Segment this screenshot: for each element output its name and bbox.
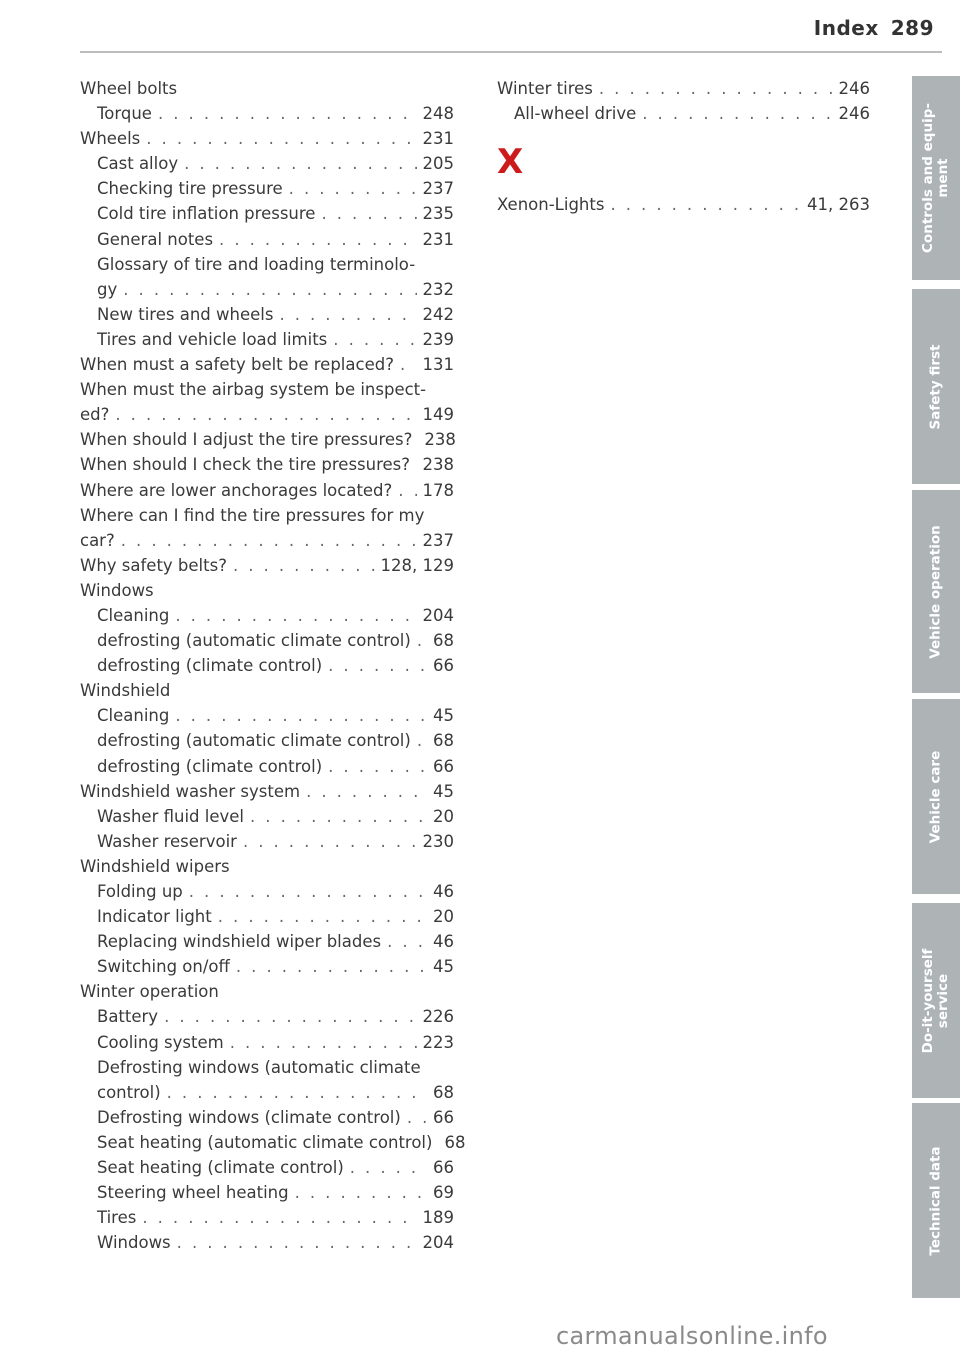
dot-leader bbox=[333, 327, 416, 352]
entry-text: Seat heating (automatic climate control) bbox=[97, 1132, 433, 1152]
page-ref: 66 bbox=[433, 1158, 454, 1178]
page-ref: 238 bbox=[424, 430, 456, 450]
page-ref: 45 bbox=[433, 957, 454, 977]
page-ref: 20 bbox=[433, 806, 454, 826]
entry-text: Windshield wipers bbox=[80, 856, 230, 876]
entry-text: When should I adjust the tire pressures? bbox=[80, 430, 413, 450]
chapter-tab[interactable] bbox=[912, 490, 960, 693]
dot-leader bbox=[230, 1030, 417, 1055]
index-entry bbox=[80, 427, 454, 452]
dot-leader bbox=[417, 628, 427, 653]
dot-leader bbox=[175, 603, 416, 628]
entry-text: Cast alloy bbox=[97, 154, 179, 174]
page-ref: 20 bbox=[433, 907, 454, 927]
index-subentry bbox=[80, 879, 454, 904]
dot-leader bbox=[243, 829, 417, 854]
index-letter-heading: X bbox=[497, 142, 524, 183]
dot-leader bbox=[250, 804, 427, 829]
entry-text: General notes bbox=[97, 229, 214, 249]
chapter-tab-label: Vehicle operation bbox=[927, 524, 944, 659]
entry-text: Winter operation bbox=[80, 982, 219, 1002]
chapter-tab-label: Controls and equip- ment bbox=[920, 103, 951, 253]
dot-leader bbox=[642, 101, 832, 126]
entry-text: Switching on/off bbox=[97, 957, 230, 977]
entry-text: Battery bbox=[97, 1007, 159, 1027]
page-ref: 231 bbox=[422, 229, 454, 249]
entry-text: Windshield bbox=[80, 681, 171, 701]
entry-text: Tires and vehicle load limits bbox=[97, 329, 328, 349]
entry-text: defrosting (automatic climate control) bbox=[97, 631, 411, 651]
page-ref: 68 bbox=[433, 731, 454, 751]
index-subentry bbox=[80, 151, 454, 176]
page-ref: 69 bbox=[433, 1183, 454, 1203]
entry-text: When must the airbag system be inspect- bbox=[80, 380, 427, 400]
page-ref: 66 bbox=[433, 1107, 454, 1127]
dot-leader bbox=[407, 1105, 427, 1130]
page-ref: 235 bbox=[422, 204, 454, 224]
index-subentry bbox=[80, 754, 454, 779]
page-ref: 226 bbox=[422, 1007, 454, 1027]
entry-text: Glossary of tire and loading terminolo- bbox=[97, 254, 416, 274]
page-ref: 46 bbox=[433, 882, 454, 901]
index-entry bbox=[80, 76, 454, 101]
page-ref: 178 bbox=[422, 480, 454, 500]
chapter-tab[interactable] bbox=[912, 699, 960, 894]
index-entry bbox=[80, 402, 454, 427]
entry-text: Wheels bbox=[80, 129, 141, 149]
page-ref: 248 bbox=[422, 104, 454, 124]
index-subentry bbox=[497, 101, 870, 126]
dot-leader bbox=[328, 653, 427, 678]
index-entry bbox=[497, 76, 870, 101]
index-entry bbox=[80, 377, 454, 402]
dot-leader bbox=[184, 151, 416, 176]
index-subentry bbox=[80, 277, 454, 302]
chapter-tab[interactable] bbox=[912, 903, 960, 1098]
dot-leader bbox=[175, 703, 427, 728]
page-ref: 246 bbox=[838, 79, 870, 98]
header-rule bbox=[80, 51, 942, 53]
page-ref: 232 bbox=[422, 279, 454, 299]
entry-text: All-wheel drive bbox=[514, 104, 637, 124]
index-subentry bbox=[80, 1055, 454, 1080]
entry-text: When should I check the tire pressures? bbox=[80, 455, 411, 475]
dot-leader bbox=[289, 176, 417, 201]
dot-leader bbox=[233, 553, 375, 578]
page-ref: 45 bbox=[433, 706, 454, 726]
entry-text: defrosting (climate control) bbox=[97, 756, 323, 776]
chapter-tab[interactable] bbox=[912, 76, 960, 280]
index-subentry bbox=[80, 1180, 454, 1205]
index-subentry bbox=[80, 1205, 454, 1230]
entry-text: Folding up bbox=[97, 882, 183, 901]
page-ref: 68 bbox=[444, 1132, 466, 1152]
entry-text: Where can I find the tire pressures for my bbox=[80, 505, 425, 525]
page-number: 289 bbox=[890, 16, 934, 40]
dot-leader bbox=[177, 1230, 417, 1255]
entry-text: Washer reservoir bbox=[97, 831, 237, 851]
entry-text: gy bbox=[97, 279, 118, 299]
dot-leader bbox=[350, 1155, 427, 1180]
chapter-tab-label: Safety first bbox=[927, 344, 944, 429]
index-subentry bbox=[80, 628, 454, 653]
page-ref: 246 bbox=[838, 104, 870, 124]
index-entry bbox=[80, 126, 454, 151]
watermark: carmanualsonline.info bbox=[556, 1322, 828, 1350]
entry-text: Cold tire inflation pressure bbox=[97, 204, 316, 224]
entry-text: Cooling system bbox=[97, 1032, 224, 1052]
section-title: Index bbox=[813, 16, 879, 40]
page-ref: 189 bbox=[422, 1208, 454, 1228]
dot-leader bbox=[158, 101, 417, 126]
index-subentry bbox=[80, 302, 454, 327]
page-ref: 128, 129 bbox=[380, 555, 454, 575]
entry-text: Where are lower anchorages located? bbox=[80, 480, 393, 500]
page-ref: 68 bbox=[433, 1082, 454, 1102]
index-entry bbox=[80, 854, 454, 879]
entry-text: Wheel bolts bbox=[80, 79, 178, 98]
entry-text: Indicator light bbox=[97, 907, 212, 927]
index-entry bbox=[80, 553, 454, 578]
index-subentry bbox=[80, 929, 454, 954]
page-ref: 45 bbox=[433, 781, 454, 801]
page-ref: 204 bbox=[422, 1233, 454, 1253]
page-ref: 223 bbox=[422, 1032, 454, 1052]
index-subentry bbox=[80, 227, 454, 252]
chapter-tab-label: Do-it-yourself service bbox=[920, 948, 951, 1053]
index-subentry bbox=[80, 1080, 454, 1105]
page-ref: 237 bbox=[422, 179, 454, 199]
entry-text: Steering wheel heating bbox=[97, 1183, 289, 1203]
entry-text: Checking tire pressure bbox=[97, 179, 283, 199]
page-ref: 46 bbox=[433, 932, 454, 952]
index-subentry bbox=[80, 1105, 454, 1130]
page-ref: 237 bbox=[422, 530, 454, 550]
entry-text: car? bbox=[80, 530, 115, 550]
index-column-right bbox=[497, 76, 870, 217]
dot-leader bbox=[123, 277, 416, 302]
dot-leader bbox=[189, 879, 427, 904]
entry-text: Windows bbox=[97, 1233, 171, 1253]
index-group-w-continued bbox=[497, 76, 870, 126]
page-ref: 242 bbox=[422, 304, 454, 324]
page-ref: 66 bbox=[433, 756, 454, 776]
page-ref: 131 bbox=[422, 355, 454, 375]
chapter-tab[interactable] bbox=[912, 1103, 960, 1298]
index-subentry bbox=[80, 1230, 454, 1255]
index-entry bbox=[80, 528, 454, 553]
entry-text: Xenon-Lights bbox=[497, 195, 605, 215]
entry-text: Torque bbox=[97, 104, 152, 124]
entry-text: Defrosting windows (automatic climate bbox=[97, 1057, 421, 1077]
index-subentry bbox=[80, 904, 454, 929]
index-entry bbox=[80, 352, 454, 377]
dot-leader bbox=[295, 1180, 427, 1205]
index-subentry bbox=[80, 176, 454, 201]
entry-text: Tires bbox=[97, 1208, 137, 1228]
page-ref: 68 bbox=[433, 631, 454, 651]
dot-leader bbox=[167, 1080, 427, 1105]
entry-text: Defrosting windows (climate control) bbox=[97, 1107, 401, 1127]
entry-text: defrosting (automatic climate control) bbox=[97, 731, 411, 751]
page-ref: 239 bbox=[422, 329, 454, 349]
index-subentry bbox=[80, 1004, 454, 1029]
page-ref: 41, 263 bbox=[807, 195, 870, 215]
dot-leader bbox=[146, 126, 416, 151]
index-subentry bbox=[80, 1130, 466, 1155]
index-column-left bbox=[80, 76, 466, 1255]
entry-text: When must a safety belt be replaced? bbox=[80, 355, 394, 375]
index-subentry bbox=[80, 201, 454, 226]
index-group-x bbox=[497, 192, 870, 217]
entry-text: Cleaning bbox=[97, 605, 170, 625]
dot-leader bbox=[236, 954, 427, 979]
entry-text: Windshield washer system bbox=[80, 781, 301, 801]
entry-text: Cleaning bbox=[97, 706, 170, 726]
entry-text: ed? bbox=[80, 405, 110, 425]
page-header bbox=[814, 16, 934, 40]
index-subentry bbox=[80, 728, 454, 753]
chapter-tab-label: Vehicle care bbox=[927, 750, 944, 843]
dot-leader bbox=[279, 302, 416, 327]
dot-leader bbox=[164, 1004, 416, 1029]
index-entry bbox=[80, 452, 454, 477]
page-ref: 230 bbox=[422, 831, 454, 851]
dot-leader bbox=[417, 728, 427, 753]
index-entry bbox=[80, 979, 454, 1004]
entry-text: Winter tires bbox=[497, 79, 593, 98]
dot-leader bbox=[115, 402, 416, 427]
page-ref: 66 bbox=[433, 656, 454, 676]
entry-text: defrosting (climate control) bbox=[97, 656, 323, 676]
entry-text: Seat heating (climate control) bbox=[97, 1158, 344, 1178]
index-subentry bbox=[80, 703, 454, 728]
page-ref: 238 bbox=[422, 455, 454, 475]
index-subentry bbox=[80, 1155, 454, 1180]
index-subentry bbox=[80, 954, 454, 979]
entry-text: Replacing windshield wiper blades bbox=[97, 932, 382, 952]
dot-leader bbox=[328, 754, 427, 779]
page-ref: 205 bbox=[422, 154, 454, 174]
entry-text: New tires and wheels bbox=[97, 304, 274, 324]
index-subentry bbox=[80, 101, 454, 126]
entry-text: control) bbox=[97, 1082, 161, 1102]
index-entry bbox=[80, 779, 454, 804]
dot-leader bbox=[218, 904, 427, 929]
entry-text: Washer fluid level bbox=[97, 806, 244, 826]
dot-leader bbox=[400, 352, 417, 377]
dot-leader bbox=[321, 201, 416, 226]
index-subentry bbox=[80, 327, 454, 352]
index-subentry bbox=[80, 804, 454, 829]
index-subentry bbox=[80, 829, 454, 854]
index-entry bbox=[497, 192, 870, 217]
entry-text: Windows bbox=[80, 580, 154, 600]
index-subentry bbox=[80, 603, 454, 628]
index-entry bbox=[80, 478, 454, 503]
chapter-tab[interactable] bbox=[912, 289, 960, 484]
dot-leader bbox=[306, 779, 427, 804]
dot-leader bbox=[121, 528, 417, 553]
page-ref: 231 bbox=[422, 129, 454, 149]
dot-leader bbox=[142, 1205, 416, 1230]
index-subentry bbox=[80, 1030, 454, 1055]
chapter-tab-label: Technical data bbox=[927, 1145, 944, 1256]
dot-leader bbox=[599, 76, 833, 101]
page-ref: 204 bbox=[422, 605, 454, 625]
dot-leader bbox=[610, 192, 801, 217]
dot-leader bbox=[387, 929, 427, 954]
index-entry bbox=[80, 678, 454, 703]
index-entry bbox=[80, 578, 454, 603]
index-subentry bbox=[80, 252, 454, 277]
dot-leader bbox=[398, 478, 416, 503]
dot-leader bbox=[219, 227, 416, 252]
index-entry bbox=[80, 503, 454, 528]
entry-text: Why safety belts? bbox=[80, 555, 227, 575]
index-subentry bbox=[80, 653, 454, 678]
page-ref: 149 bbox=[422, 405, 454, 425]
